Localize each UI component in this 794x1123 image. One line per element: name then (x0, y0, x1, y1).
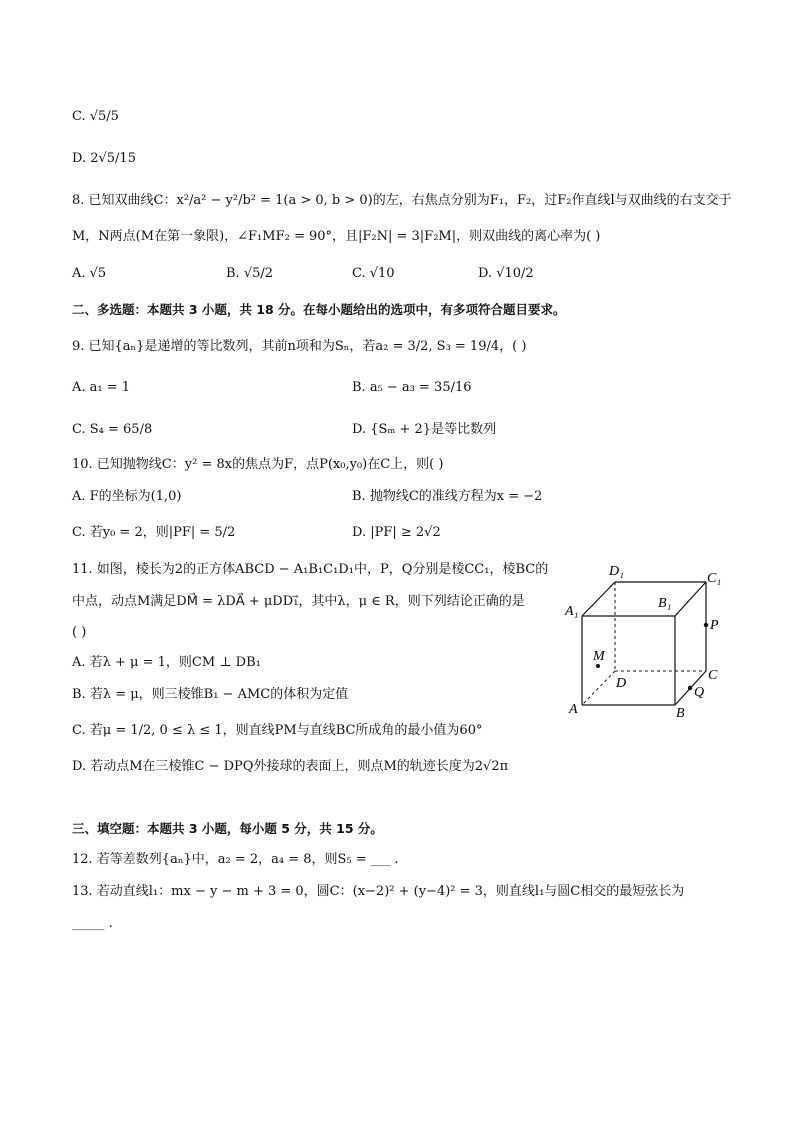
q8-option-a: A. √5 (72, 266, 107, 281)
label-q: Q (694, 685, 705, 700)
q13-stem-line2: _____ . (72, 916, 113, 931)
q7-option-d: D. 2√5/15 (72, 151, 136, 166)
q11-option-d: D. 若动点M在三棱锥C − DPQ外接球的表面上，则点M的轨迹长度为2√2π (72, 759, 509, 774)
label-a1: A₁ (565, 604, 579, 619)
q11-stem-line2: 中点，动点M满足DM⃗ = λDA⃗ + μDD₁⃗，其中λ，μ ∈ R，则下列结论正确的是 (72, 594, 525, 609)
q9-option-c: C. S₄ = 65/8 (72, 422, 153, 437)
q9-option-b: B. a₅ − a₃ = 35/16 (352, 380, 472, 395)
q8-option-b: B. √5/2 (226, 266, 274, 281)
label-c1: C₁ (707, 571, 722, 586)
q9-option-a: A. a₁ = 1 (72, 380, 131, 395)
q10-option-d: D. |PF| ≥ 2√2 (352, 525, 441, 540)
q12-stem: 12. 若等差数列{aₙ}中，a₂ = 2，a₄ = 8，则S₅ = ___ . (72, 852, 399, 867)
q8-option-d: D. √10/2 (478, 266, 534, 281)
q13-stem-line1: 13. 若动直线l₁：mx − y − m + 3 = 0，圆C：(x−2)² + (y−4)² = 3，则直线l₁与圆C相交的最短弦长为 (72, 884, 685, 899)
q9-option-d: D. {Sₘ + 2}是等比数列 (352, 422, 497, 437)
section-heading-multiple-choice: 二、多选题：本题共 3 小题，共 18 分。在每小题给出的选项中，有多项符合题目要求。 (72, 302, 566, 317)
section-heading-fill-in: 三、填空题：本题共 3 小题，每小题 5 分，共 15 分。 (72, 821, 383, 836)
q8-stem-line1: 8. 已知双曲线C：x²/a² − y²/b² = 1(a > 0, b > 0)的左，右焦点分别为F₁，F₂，过F₂作直线l与双曲线的右支交于 (72, 193, 732, 208)
label-d: D (616, 676, 627, 691)
q10-stem: 10. 已知抛物线C：y² = 8x的焦点为F，点P(x₀,y₀)在C上，则( ) (72, 457, 444, 472)
q11-option-b: B. 若λ = μ，则三棱锥B₁ − AMC的体积为定值 (72, 687, 349, 702)
q11-option-c: C. 若μ = 1/2, 0 ≤ λ ≤ 1，则直线PM与直线BC所成角的最小值为60° (72, 723, 483, 738)
label-c: C (708, 668, 718, 683)
q11-stem-line3: ( ) (72, 625, 87, 640)
q11-stem-line1: 11. 如图，棱长为2的正方体ABCD − A₁B₁C₁D₁中，P，Q分别是棱CC₁，棱BC的 (72, 562, 549, 577)
label-m: M (593, 649, 605, 664)
label-b: B (676, 706, 685, 720)
label-d1: D₁ (609, 564, 624, 579)
label-p: P (710, 618, 719, 633)
cube-figure (560, 558, 730, 720)
q11-option-a: A. 若λ + μ = 1，则CM ⊥ DB₁ (72, 655, 261, 670)
q8-option-c: C. √10 (352, 266, 395, 281)
q10-option-c: C. 若y₀ = 2，则|PF| = 5/2 (72, 525, 236, 540)
q10-option-b: B. 抛物线C的准线方程为x = −2 (352, 489, 543, 504)
label-a: A (569, 702, 578, 717)
q9-stem: 9. 已知{aₙ}是递增的等比数列，其前n项和为Sₙ，若a₂ = 3/2, S₃ = 19/4，( ) (72, 339, 527, 354)
q10-option-a: A. F的坐标为(1,0) (72, 489, 182, 504)
label-b1: B₁ (658, 596, 672, 611)
q8-stem-line2: M，N两点(M在第一象限)，∠F₁MF₂ = 90°，且|F₂N| = 3|F₂M|，则双曲线的离心率为( ) (72, 229, 601, 244)
q7-option-c: C. √5/5 (72, 109, 119, 124)
